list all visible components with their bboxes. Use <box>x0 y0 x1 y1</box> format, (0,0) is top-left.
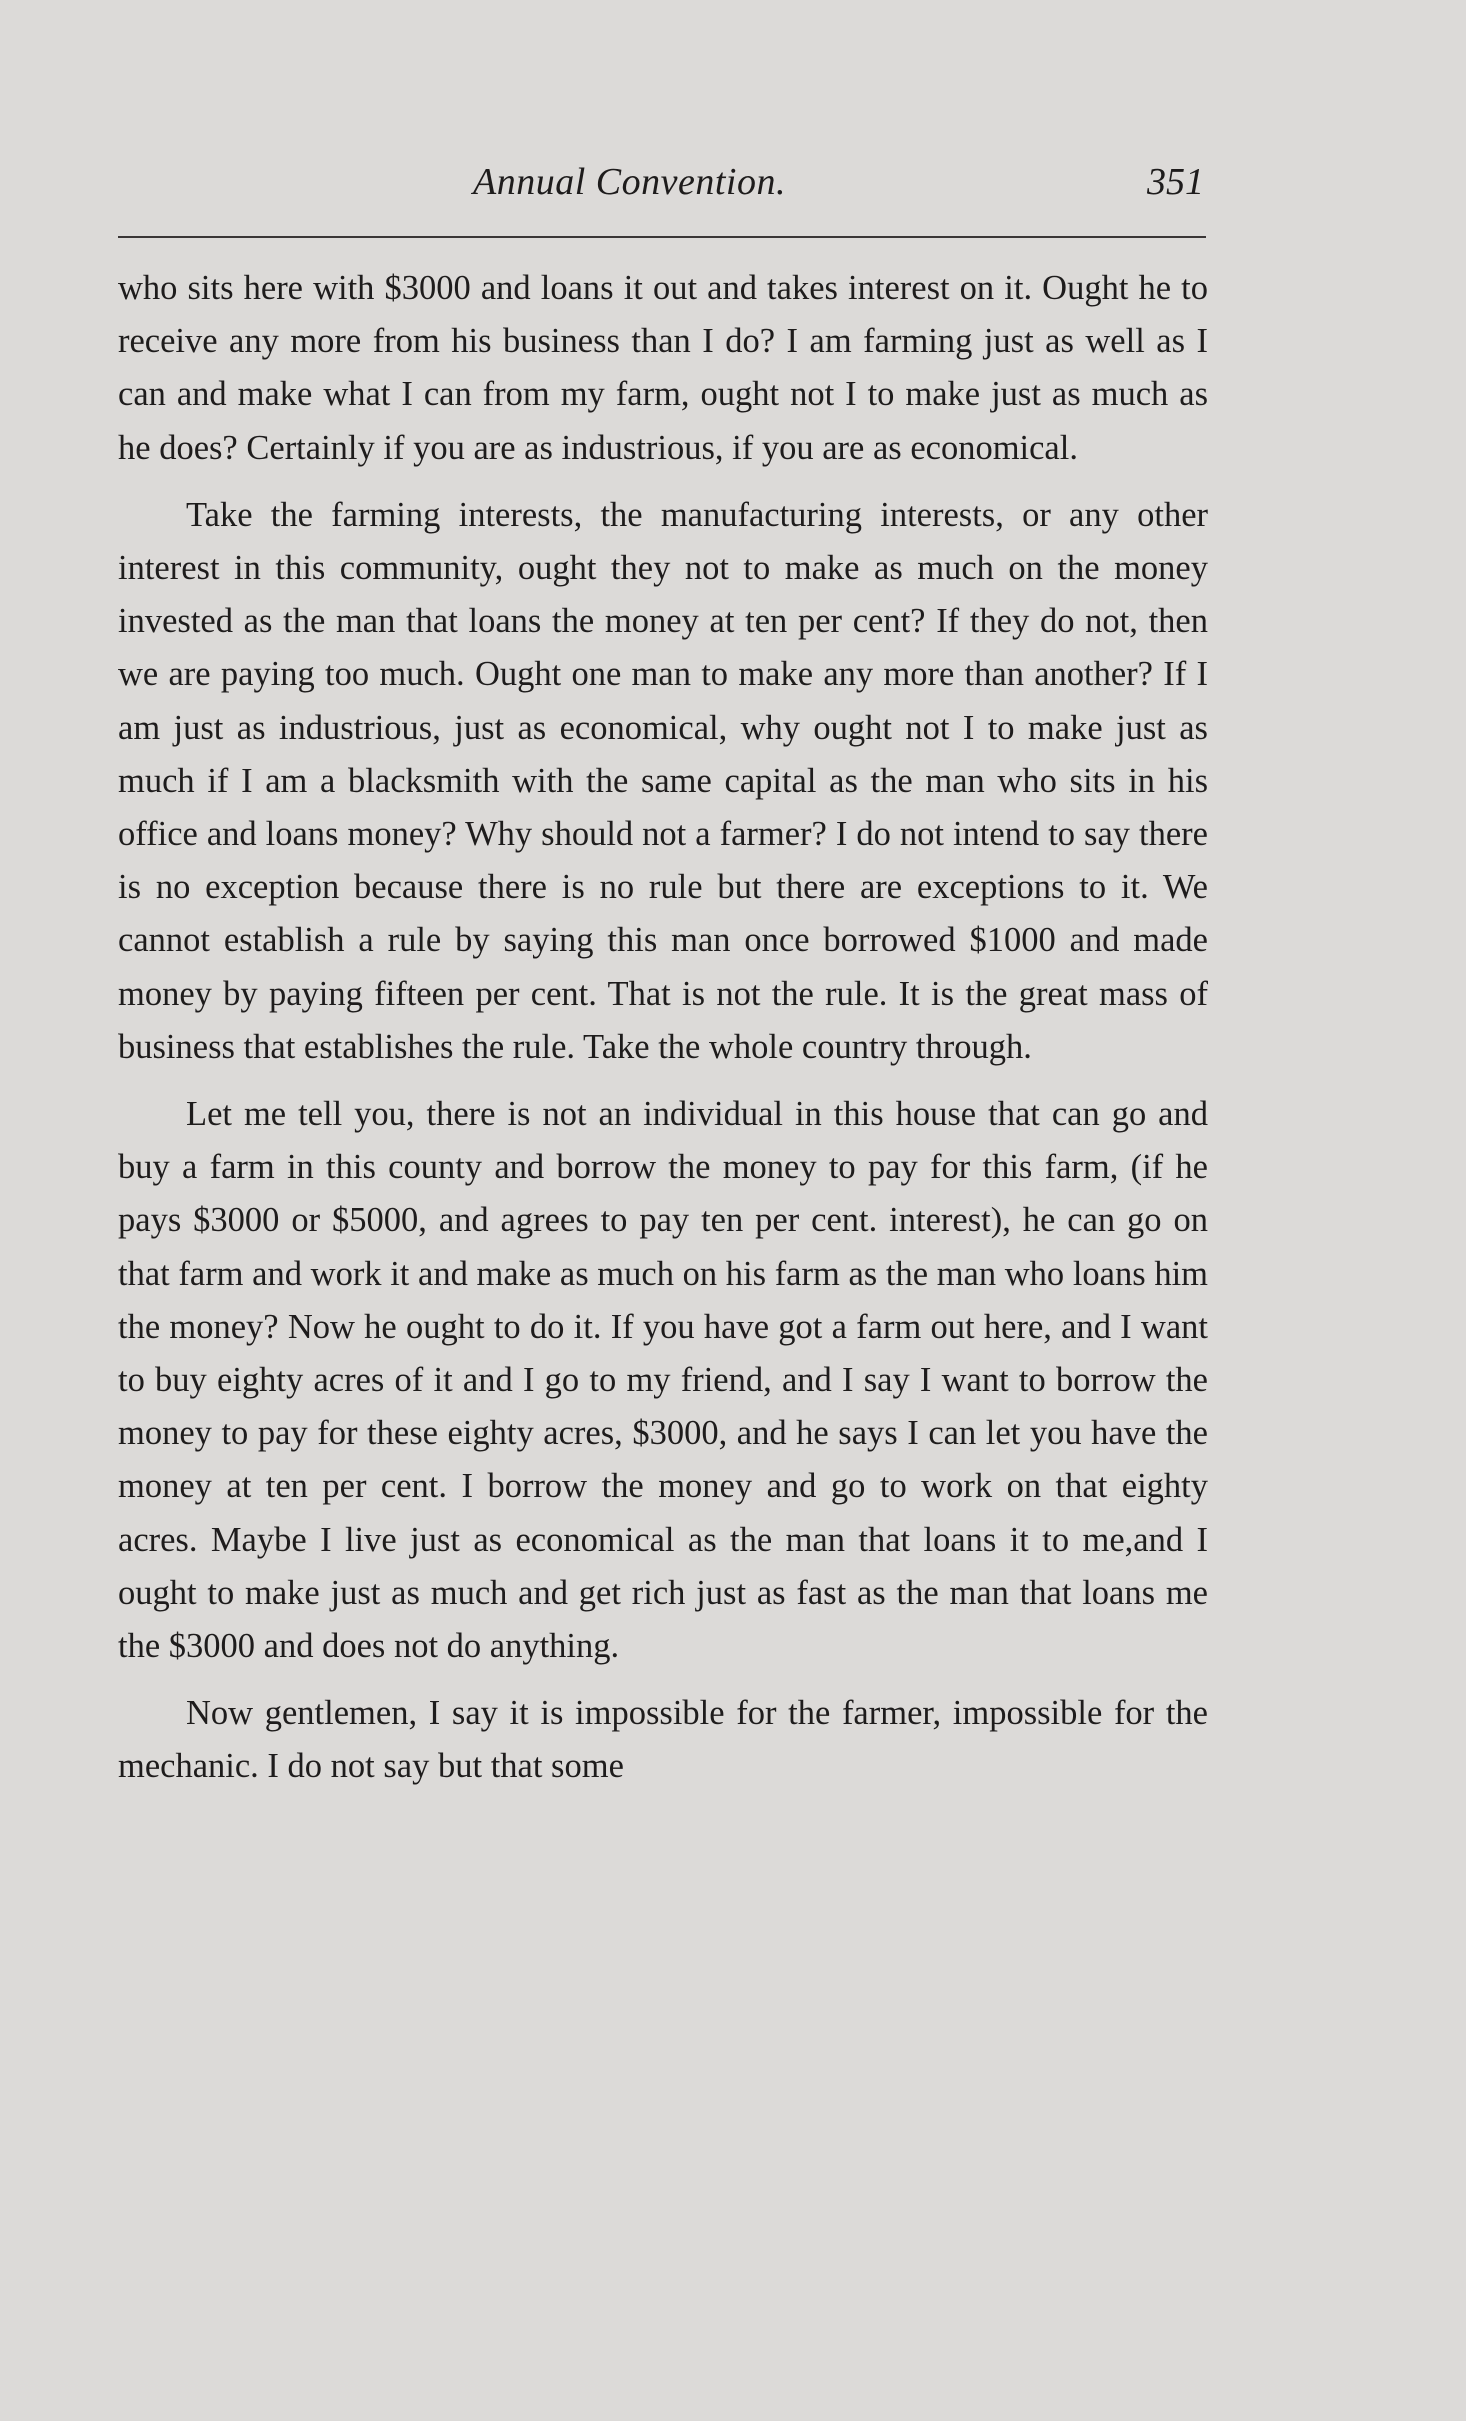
header-rule <box>118 236 1206 238</box>
paragraph: Now gentlemen, I say it is impossible for the farmer, impossible for the mechanic. I do not say but that some <box>118 1694 1208 1786</box>
page-number: 351 <box>1147 161 1204 203</box>
page-header <box>118 160 1206 220</box>
running-title: Annual Convention. <box>473 161 786 203</box>
paragraph: Take the farming interests, the manufacturing interests, or any other interest in this community, ought they not to make as much on the money invested as the man that loans the money at ten per cent? If they do not, then we are paying too much. Ought one man to make any more than another? If I am just as industrious, just as economical, why ought not I to make just as much if I am a blacksmith with the same capital as the man who sits in his office and loans money? Why should not a farmer? I do not intend to say there is no exception because there is no rule but there are exceptions to it. We cannot establish a rule by saying this man once borrowed $1000 and made money by paying fifteen per cent. That is not the rule. It is the great mass of business that establishes the rule. Take the whole country through. <box>118 495 1208 1066</box>
paragraph: who sits here with $3000 and loans it out and takes interest on it. Ought he to receive any more from his business than I do? I am farming just as well as I can and make what I can from my farm, ought not I to make just as much as he does? Certainly if you are as industrious, if you are as economical. <box>118 269 1208 467</box>
body-text <box>118 262 1208 1808</box>
paragraph: Let me tell you, there is not an individual in this house that can go and buy a farm in this county and borrow the money to pay for this farm, (if he pays $3000 or $5000, and agrees to pay ten per cent. interest), he can go on that farm and work it and make as much on his farm as the man who loans him the money? Now he ought to do it. If you have got a farm out here, and I want to buy eighty acres of it and I go to my friend, and I say I want to borrow the money to pay for these eighty acres, $3000, and he says I can let you have the money at ten per cent. I borrow the money and go to work on that eighty acres. Maybe I live just as economical as the man that loans it to me,and I ought to make just as much and get rich just as fast as the man that loans me the $3000 and does not do anything. <box>118 1095 1208 1666</box>
